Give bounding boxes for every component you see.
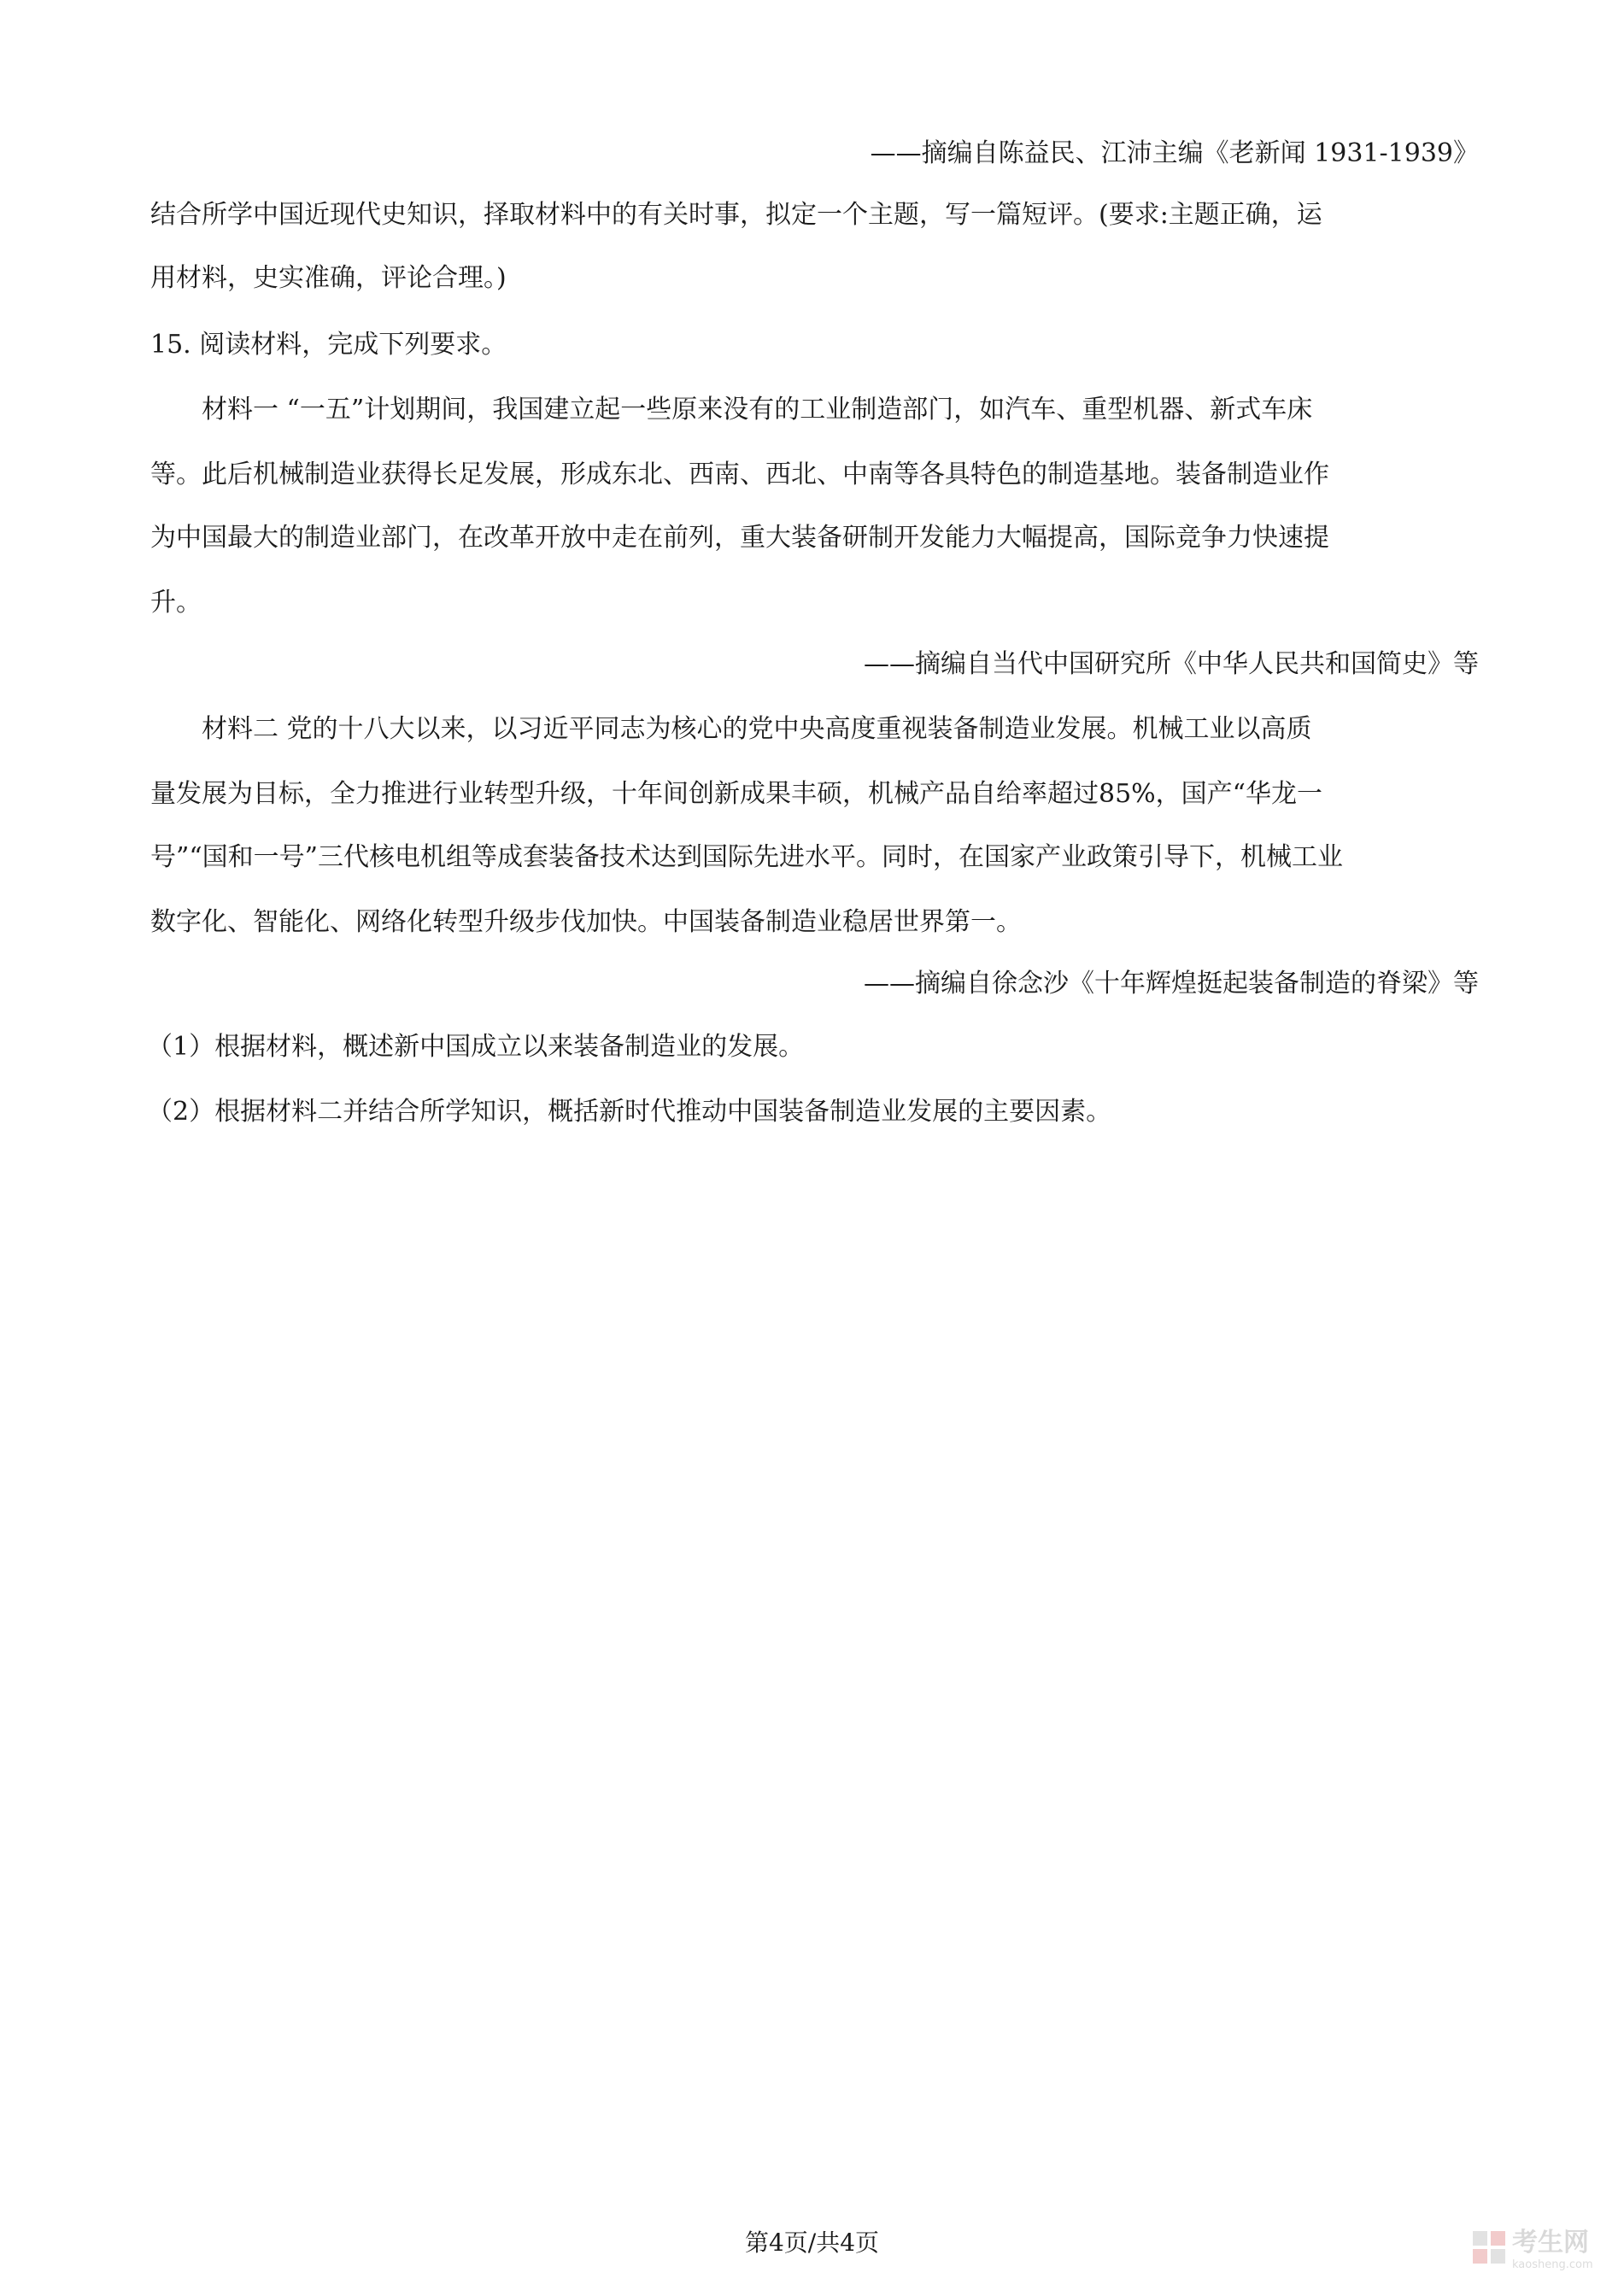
material-2-line: 量发展为目标，全力推进行业转型升级，十年间创新成果丰硕，机械产品自给率超过85%，国产“华龙一	[150, 779, 1323, 809]
material-1-line: 材料一 “一五”计划期间，我国建立起一些原来没有的工业制造部门，如汽车、重型机器、新式车床	[202, 395, 1313, 425]
kaosheng-logo-icon	[1471, 2229, 1507, 2265]
material-1-source: ——摘编自当代中国研究所《中华人民共和国简史》等	[864, 649, 1479, 679]
prev-question-prompt-line: 用材料，史实准确，评论合理。)	[150, 263, 507, 293]
sub-question-2: （2）根据材料二并结合所学知识，概括新时代推动中国装备制造业发展的主要因素。	[147, 1097, 1112, 1127]
sub-question-1: （1）根据材料，概述新中国成立以来装备制造业的发展。	[147, 1032, 805, 1062]
material-1-line: 升。	[150, 588, 202, 618]
material-1-line: 为中国最大的制造业部门，在改革开放中走在前列，重大装备研制开发能力大幅提高，国际竞争力快速提	[150, 523, 1329, 553]
material-1-line: 等。此后机械制造业获得长足发展，形成东北、西南、西北、中南等各具特色的制造基地。装备制造业作	[150, 460, 1329, 489]
material-2-source: ——摘编自徐念沙《十年辉煌挺起装备制造的脊梁》等	[864, 969, 1479, 999]
watermark-domain: kaosheng.com	[1512, 2258, 1593, 2271]
kaosheng-watermark	[1471, 2226, 1599, 2277]
prev-question-prompt-line: 结合所学中国近现代史知识，择取材料中的有关时事，拟定一个主题，写一篇短评。(要求:主题正确，运	[150, 200, 1322, 230]
page-number: 第4页/共4页	[744, 2229, 880, 2257]
material-2-line: 号”“国和一号”三代核电机组等成套装备技术达到国际先进水平。同时，在国家产业政策引导下，机械工业	[150, 842, 1344, 872]
material-2-line: 数字化、智能化、网络化转型升级步伐加快。中国装备制造业稳居世界第一。	[150, 907, 1022, 937]
watermark-name: 考生网	[1512, 2228, 1589, 2258]
material-2-line: 材料二 党的十八大以来，以习近平同志为核心的党中央高度重视装备制造业发展。机械工业以高质	[202, 714, 1312, 744]
question-15-title: 15. 阅读材料，完成下列要求。	[150, 330, 507, 360]
prev-question-source: ——摘编自陈益民、江沛主编《老新闻 1931-1939》	[870, 138, 1479, 168]
